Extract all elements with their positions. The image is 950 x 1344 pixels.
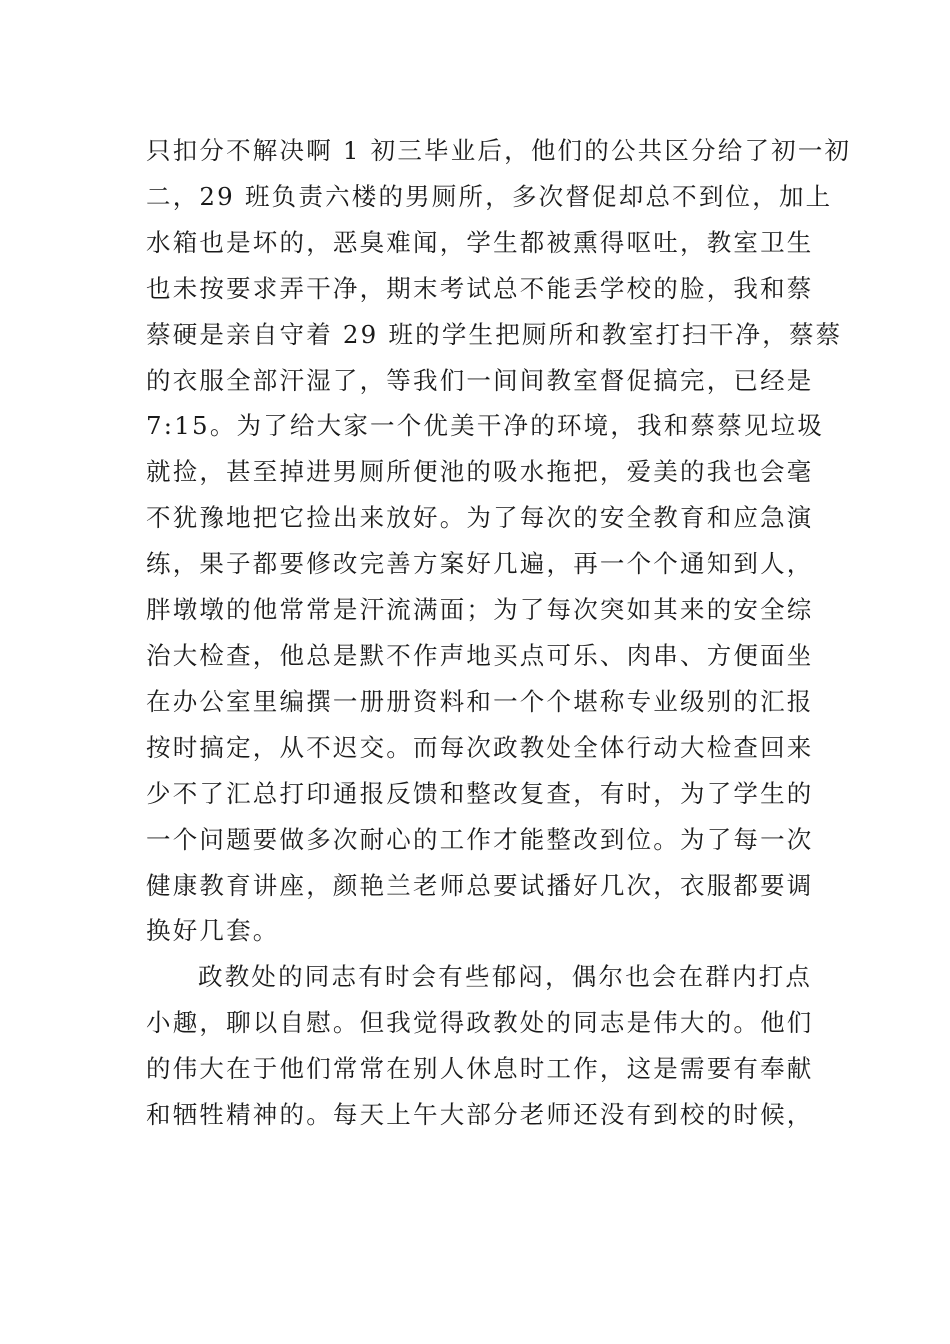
text-line: 治大检查，他总是默不作声地买点可乐、肉串、方便面坐 <box>146 640 814 670</box>
text-line: 水箱也是坏的，恶臭难闻，学生都被熏得呕吐，教室卫生 <box>146 227 814 257</box>
text-line: 小趣，聊以自慰。但我觉得政教处的同志是伟大的。他们 <box>146 1008 814 1038</box>
text-line: 蔡硬是亲自守着 29 班的学生把厕所和教室打扫干净，蔡蔡 <box>146 319 843 349</box>
text-line: 换好几套。 <box>146 916 280 946</box>
text-line: 一个问题要做多次耐心的工作才能整改到位。为了每一次 <box>146 824 814 854</box>
text-line: 7:15。为了给大家一个优美干净的环境，我和蔡蔡见垃圾 <box>146 411 824 441</box>
text-line: 少不了汇总打印通报反馈和整改复查，有时，为了学生的 <box>146 778 814 808</box>
text-line: 就捡，甚至掉进男厕所便池的吸水拖把，爱美的我也会毫 <box>146 457 814 487</box>
paragraph-2 <box>146 954 814 1138</box>
paragraph-1 <box>146 128 852 954</box>
text-line: 也未按要求弄干净，期末考试总不能丢学校的脸，我和蔡 <box>146 273 814 303</box>
text-line: 政教处的同志有时会有些郁闷，偶尔也会在群内打点 <box>198 962 813 992</box>
text-line: 不犹豫地把它捡出来放好。为了每次的安全教育和应急演 <box>146 503 814 533</box>
text-line: 练，果子都要修改完善方案好几遍，再一个个通知到人， <box>146 549 814 579</box>
text-line: 和牺牲精神的。每天上午大部分老师还没有到校的时候， <box>146 1100 814 1130</box>
text-line: 胖墩墩的他常常是汗流满面；为了每次突如其来的安全综 <box>146 595 814 625</box>
text-line: 的伟大在于他们常常在别人休息时工作，这是需要有奉献 <box>146 1054 814 1084</box>
text-line: 的衣服全部汗湿了，等我们一间间教室督促搞完，已经是 <box>146 365 814 395</box>
text-line: 健康教育讲座，颜艳兰老师总要试播好几次，衣服都要调 <box>146 870 814 900</box>
document-body <box>146 128 852 1138</box>
text-line: 只扣分不解决啊 1 初三毕业后，他们的公共区分给了初一初 <box>146 136 852 165</box>
text-line: 在办公室里编撰一册册资料和一个个堪称专业级别的汇报 <box>146 686 814 716</box>
text-line: 二，29 班负责六楼的男厕所，多次督促却总不到位，加上 <box>146 181 833 211</box>
text-line: 按时搞定，从不迟交。而每次政教处全体行动大检查回来 <box>146 732 814 762</box>
